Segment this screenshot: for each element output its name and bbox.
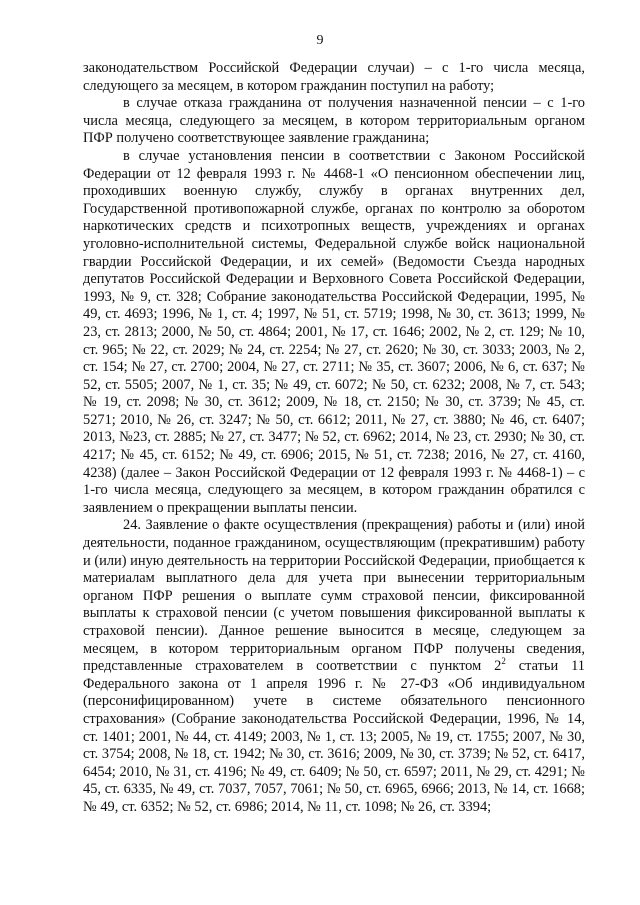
paragraph-24-text-end: статьи 11 Федерального закона от 1 апреля 1996 г. № 27-ФЗ «Об индивидуальном (персонифицированном) учете в системе обязательного пенсионного страхования» (Собрание законодательства Российской Федерации, 1996, № 14, ст. 1401; 2001, № 44, ст. 4149; 2003, № 1, ст. 13; 2005, № 19, ст. 1755; 2007, № 30, ст. 3754; 2008, № 18, ст. 1942; № 30, ст. 3616; 2009, № 30, ст. 3739; № 52, ст. 6417, 6454; 2010, № 31, ст. 4196; № 49, ст. 6409; № 50, ст. 6597; 2011, № 29, ст. 4291; № 45, ст. 6335, № 49, ст. 7037, 7057, 7061; № 50, ст. 6965, 6966; 2013, № 14, ст. 1668; № 49, ст. 6352; № 52, ст. 6986; 2014, № 11, ст. 1098; № 26, ст. 3394; xyxy=(83,658,585,815)
paragraph-24-text-start: 24. Заявление о факте осуществления (прекращения) работы и (или) иной деятельности, поданное гражданином, осуществляющим (прекратившим) работу и (или) иную деятельность на территории Российской Федерации, приобщается к материалам выплатного дела для учета при вынесении территориальным органом ПФР решения о выплате сумм страховой пенсии, фиксированной выплаты к страховой пенсии (с учетом повышения фиксированной выплаты к страховой пенсии). Данное решение выносится в месяце, следующем за месяцем, в котором территориальным органом ПФР получены сведения, представленные страхователем в соответствии с пунктом 2 xyxy=(83,517,585,675)
paragraph-24 xyxy=(83,517,585,816)
paragraph-continuation: законодательством Российской Федерации случаи) – с 1-го числа месяца, следующего за месяцем, в котором гражданин поступил на работу; xyxy=(83,60,585,94)
superscript: 2 xyxy=(501,656,506,667)
paragraph-refusal-case: в случае отказа гражданина от получения назначенной пенсии – с 1-го числа месяца, следующего за месяцем, в котором территориальным органом ПФР получено соответствующее заявление гражданина; xyxy=(83,95,585,147)
body-text xyxy=(83,60,585,817)
paragraph-law-4468-1: в случае установления пенсии в соответствии с Законом Российской Федерации от 12 февраля 1993 г. № 4468-1 «О пенсионном обеспечении лиц, проходивших военную службу, службу в органах внутренних дел, Государственной противопожарной службе, органах по контролю за оборотом наркотических средств и психотропных веществ, учреждениях и органах уголовно-исполнительной системы, Федеральной службе войск национальной гвардии Российской Федерации, и их семей» (Ведомости Съезда народных депутатов Российской Федерации и Верховного Совета Российской Федерации, 1993, № 9, ст. 328; Собрание законодательства Российской Федерации, 1995, № 49, ст. 4693; 1996, № 1, ст. 4; 1997, № 51, ст. 5719; 1998, № 30, ст. 3613; 1999, № 23, ст. 2813; 2000, № 50, ст. 4864; 2001, № 17, ст. 1646; 2002, № 2, ст. 129; № 10, ст. 965; № 22, ст. 2029; № 24, ст. 2254; № 27, ст. 2620; № 30, ст. 3033; 2003, № 2, ст. 154; № 27, ст. 2700; 2004, № 27, ст. 2711; № 35, ст. 3607; 2006, № 6, ст. 637; № 52, ст. 5505; 2007, № 1, ст. 35; № 49, ст. 6072; № 50, ст. 6232; 2008, № 7, ст. 543; № 19, ст. 2098; № 30, ст. 3612; 2009, № 18, ст. 2150; № 30, ст. 3739; № 45, ст. 5271; 2010, № 26, ст. 3247; № 50, ст. 6612; 2011, № 27, ст. 3880; № 46, ст. 6407; 2013, №23, ст. 2885; № 27, ст. 3477; № 52, ст. 6962; 2014, № 23, ст. 2930; № 30, ст. 4217; № 45, ст. 6152; № 49, ст. 6906; 2015, № 51, ст. 7238; 2016, № 27, ст. 4160, 4238) (далее – Закон Российской Федерации от 12 февраля 1993 г. № 4468-1) – с 1-го числа месяца, следующего за месяцем, в котором гражданин обратился с заявлением о прекращении выплаты пенсии. xyxy=(83,147,585,516)
page-number: 9 xyxy=(316,33,324,48)
